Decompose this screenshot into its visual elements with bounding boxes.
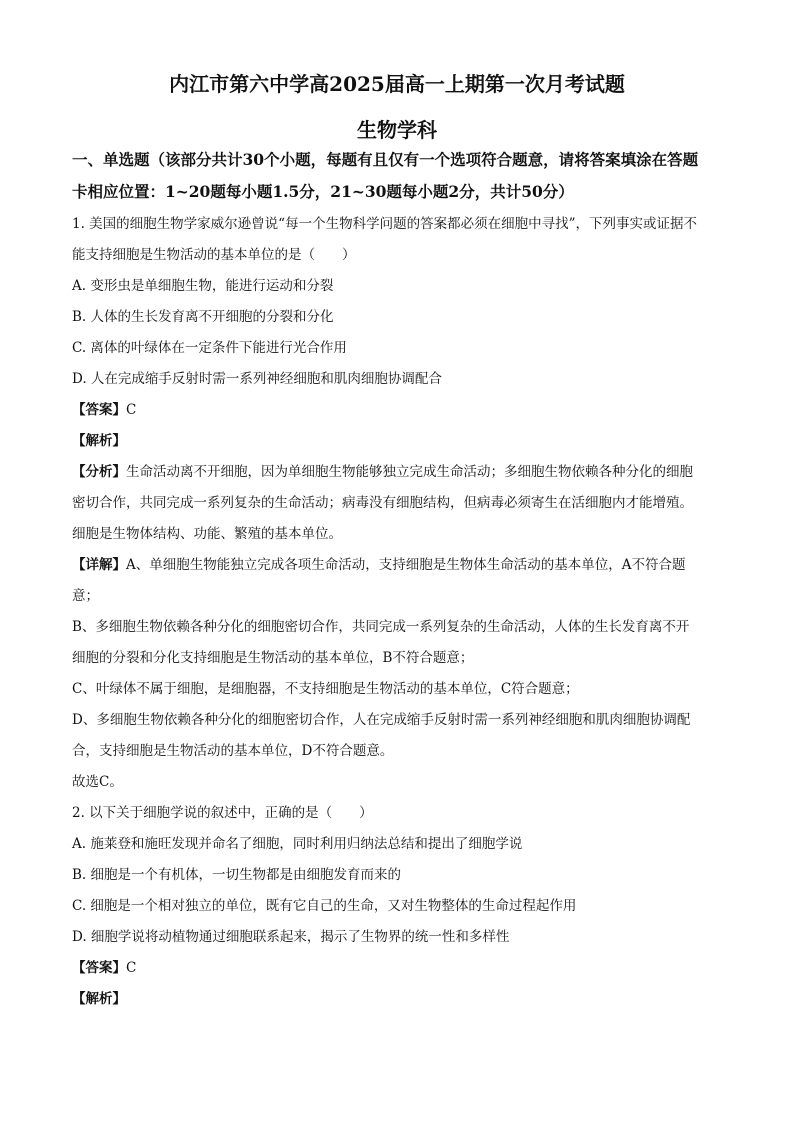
q2-option-d: D. 细胞学说将动植物通过细胞联系起来，揭示了生物界的统一性和多样性	[72, 929, 510, 945]
xiangjie-label: 【详解】	[72, 557, 126, 573]
q1-detail-line3: B、多细胞生物依赖各种分化的细胞密切合作，共同完成一系列复杂的生命活动，人体的生长发育离不开	[72, 619, 690, 635]
q2-option-c: C. 细胞是一个相对独立的单位，既有它自己的生命，又对生物整体的生命过程起作用	[72, 898, 577, 914]
q1-option-d: D. 人在完成缩手反射时需一系列神经细胞和肌肉细胞协调配合	[72, 371, 442, 387]
q1-fenxi-line1	[72, 462, 693, 482]
q1-option-b: B. 人体的生长发育离不开细胞的分裂和分化	[72, 309, 334, 325]
q2-option-a: A. 施莱登和施旺发现并命名了细胞，同时利用归纳法总结和提出了细胞学说	[72, 836, 523, 852]
q1-fenxi-line2: 密切合作，共同完成一系列复杂的生命活动；病毒没有细胞结构，但病毒必须寄生在活细胞内才能增殖。	[72, 495, 693, 511]
analysis-label: 【解析】	[72, 991, 126, 1007]
q2-stem: 2. 以下关于细胞学说的叙述中，正确的是（ ）	[72, 805, 373, 821]
q1-option-c: C. 离体的叶绿体在一定条件下能进行光合作用	[72, 340, 347, 356]
q1-stem-line2: 能支持细胞是生物活动的基本单位的是（ ）	[72, 247, 356, 263]
q1-detail-line2: 意；	[72, 588, 99, 604]
section-heading-line1: 一、单选题（该部分共计30个小题，每题有且仅有一个选项符合题意，请将答案填涂在答题	[72, 150, 699, 169]
q1-answer-value: C	[126, 402, 137, 418]
answer-label: 【答案】	[72, 960, 126, 976]
fenxi-text-1: 生命活动离不开细胞，因为单细胞生物能够独立完成生命活动；多细胞生物依赖各种分化的细胞	[126, 464, 693, 480]
q1-stem-line1: 1. 美国的细胞生物学家威尔逊曾说“每一个生物科学问题的答案都必须在细胞中寻找”，下列事实或证据不	[72, 216, 697, 232]
q2-answer	[72, 958, 136, 978]
q1-detail-line6: D、多细胞生物依赖各种分化的细胞密切合作，人在完成缩手反射时需一系列神经细胞和肌肉细胞协调配	[72, 712, 691, 728]
q1-conclusion: 故选C。	[72, 774, 123, 790]
q2-answer-value: C	[126, 960, 137, 976]
fenxi-label: 【分析】	[72, 464, 126, 480]
section-heading-line2: 卡相应位置：1~20题每小题1.5分，21~30题每小题2分，共计50分）	[72, 182, 574, 201]
q1-analysis-label	[72, 431, 126, 451]
q1-detail-line4: 细胞的分裂和分化支持细胞是生物活动的基本单位，B不符合题意；	[72, 650, 474, 666]
q1-detail-line7: 合，支持细胞是生物活动的基本单位，D不符合题意。	[72, 743, 394, 759]
answer-label: 【答案】	[72, 402, 126, 418]
exam-title: 内江市第六中学高2025届高一上期第一次月考试题	[169, 72, 625, 96]
analysis-label: 【解析】	[72, 433, 126, 449]
q1-fenxi-line3: 细胞是生物体结构、功能、繁殖的基本单位。	[72, 526, 342, 542]
q1-detail-line1	[72, 555, 686, 575]
q2-option-b: B. 细胞是一个有机体，一切生物都是由细胞发育而来的	[72, 867, 402, 883]
q1-detail-line5: C、叶绿体不属于细胞，是细胞器，不支持细胞是生物活动的基本单位，C符合题意；	[72, 681, 579, 697]
q1-option-a: A. 变形虫是单细胞生物，能进行运动和分裂	[72, 278, 334, 294]
subject-title: 生物学科	[357, 118, 437, 142]
q2-analysis-label	[72, 989, 126, 1009]
detail-text-1: A、单细胞生物能独立完成各项生命活动，支持细胞是生物体生命活动的基本单位，A不符合题	[126, 557, 686, 573]
q1-answer	[72, 400, 136, 420]
